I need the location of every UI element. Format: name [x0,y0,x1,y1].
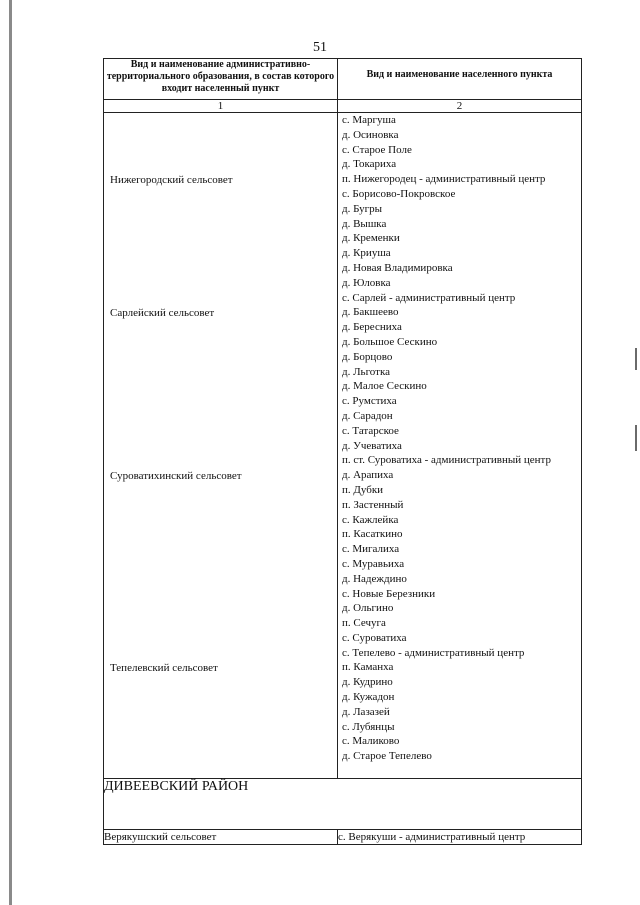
settlement-item: п. Касаткино [342,528,403,541]
settlement-item: п. Дубки [342,483,384,496]
settlement-item: п. ст. Суроватиха - административный центр [342,454,551,467]
settlement-item: д. Юловка [342,276,391,289]
settlement-list [338,113,581,764]
settlement-item: д. Малое Сескино [342,380,427,393]
settlement-item: д. Надеждино [342,572,407,585]
settlement-item: с. Суроватиха [342,631,407,644]
settlement-item: с. Маликово [342,735,400,748]
settlement-item: д. Бакшеево [342,306,399,319]
settlement-item: п. Каманха [342,661,394,674]
settlement-item: д. Криуша [342,247,391,260]
settlement-item: с. Сарлей - административный центр [342,291,516,304]
settlement-item: д. Учеватиха [342,439,402,452]
settlement-item: с. Борисово-Покровское [342,187,456,200]
district-name: Нижегородский сельсовет [110,174,233,186]
section-title: ДИВЕЕВСКИЙ РАЙОН [104,779,582,830]
header-col1: Вид и наименование административно-территориального образования, в состав которого входит населенный пункт [104,59,338,100]
scan-edge [9,0,12,905]
settlement-item: д. Старое Тепелево [342,750,432,763]
settlement-item: с. Старое Поле [342,143,412,156]
settlement-item: д. Вышка [342,217,387,230]
header-col2: Вид и наименование населенного пункта [338,59,582,100]
settlement-item: д. Арапиха [342,469,394,482]
settlement-item: д. Кудрино [342,676,393,689]
settlement-item: д. Ольгино [342,602,394,615]
district-name: Верякушский сельсовет [104,830,338,845]
settlement-item: п. Сечуга [342,617,386,630]
margin-mark [635,425,637,451]
district-name: Суроватихинский сельсовет [110,470,242,482]
settlement-item: д. Льготка [342,365,391,378]
settlement-item: д. Лазазей [342,705,390,718]
page-number: 51 [313,40,327,55]
district-name: Тепелевский сельсовет [110,662,218,674]
column-number-2: 2 [338,100,582,113]
settlement-item: п. Застенный [342,498,404,511]
settlement-item: д. Бересниха [342,321,402,334]
settlement-item: д. Осиновка [342,128,399,141]
settlement-item: с. Татарское [342,424,399,437]
settlement-item: д. Борцово [342,350,393,363]
table-body-row [104,113,582,779]
settlement-item: с. Маргуша [342,114,396,126]
district-name: Сарлейский сельсовет [110,307,215,319]
settlement-item: с. Новые Березники [342,587,436,600]
settlement-item: п. Нижегородец - административный центр [342,173,546,186]
settlement-column [338,113,582,779]
settlement-item: д. Сарадон [342,409,393,422]
margin-mark [635,348,637,370]
section-row [104,779,582,830]
settlement-item: с. Тепелево - административный центр [342,646,525,659]
settlement-item: д. Бугры [342,202,383,215]
settlement-item: д. Кременки [342,232,400,245]
district-column [104,113,338,779]
settlement-name: с. Верякуши - административный центр [338,830,582,845]
settlement-item: д. Кужадон [342,691,395,704]
column-number-row [104,100,582,113]
column-number-1: 1 [104,100,338,113]
settlement-item: с. Румстиха [342,395,397,408]
settlement-item: д. Большое Сескино [342,335,438,348]
settlement-item: д. Токариха [342,158,397,171]
settlement-item: с. Лубянцы [342,720,395,733]
table-header-row [104,59,582,100]
table-row [104,830,582,845]
settlements-table [103,58,582,845]
settlement-item: с. Кажлейка [342,513,399,526]
settlement-item: с. Мигалиха [342,543,400,556]
settlement-item: д. Новая Владимировка [342,261,453,274]
settlement-item: с. Муравьиха [342,557,405,570]
